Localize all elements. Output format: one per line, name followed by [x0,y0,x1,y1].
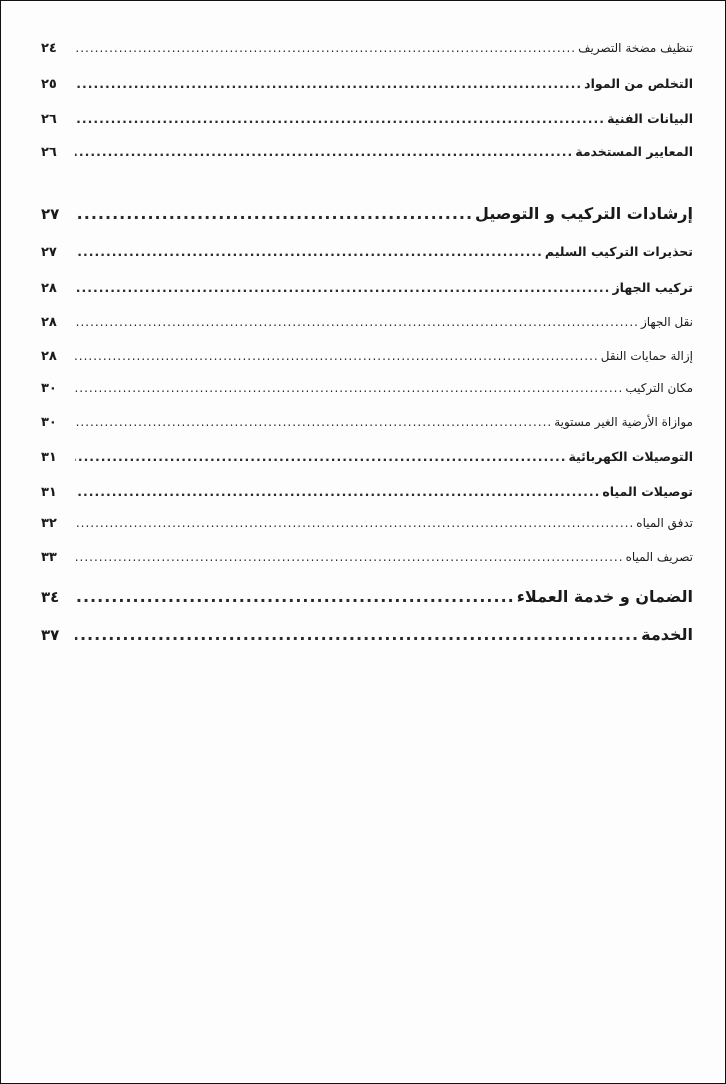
dot-leader [75,381,623,395]
toc-entry [41,76,693,92]
toc-page-number: ٢٨ [41,281,57,296]
dot-leader [75,587,515,606]
toc-page-number: ٢٨ [41,315,57,330]
toc-entry [41,280,693,296]
toc-entry [41,587,693,606]
toc-entry [41,204,693,223]
dot-leader [75,111,605,126]
toc-page-number: ٣١ [41,450,57,465]
toc-page-number: ٢٤ [41,41,57,56]
toc-entry [41,550,693,565]
toc-entry [41,315,693,330]
toc-entry [41,244,693,260]
toc-entry [41,516,693,531]
toc-entry [41,415,693,430]
toc-entry-title: إرشادات التركيب و التوصيل [475,204,693,223]
dot-leader [75,244,543,259]
toc-entry-title: البيانات الفنية [607,111,693,126]
toc-entry-title: المعايير المستخدمة [575,144,693,159]
toc-page-number: ٣٠ [41,415,57,430]
toc-entry-title: تنظيف مضخة التصريف [578,41,693,55]
toc-entry [41,41,693,56]
toc-entry-title: تحذيرات التركيب السليم [544,244,693,259]
dot-leader [75,204,473,223]
toc-entry [41,449,693,465]
toc-page-number: ٣٣ [41,550,57,565]
dot-leader [75,449,566,464]
toc-entry-title: التوصيلات الكهربائية [568,449,693,464]
toc-page-number: ٢٧ [41,245,57,260]
toc-page-number: ٢٧ [41,205,60,223]
dot-leader [75,516,634,530]
toc-entry-title: تركيب الجهاز [612,280,693,295]
dot-leader [75,349,599,363]
toc-entry-title: نقل الجهاز [640,315,693,329]
toc-entry-title: تصريف المياه [625,550,693,564]
toc-page-number: ٢٥ [41,77,57,92]
dot-leader [75,625,639,644]
toc-page-number: ٣٢ [41,516,57,531]
toc-entry [41,625,693,644]
toc-entry-title: توصيلات المياه [602,484,693,499]
toc-page-number: ٣٤ [41,588,60,606]
dot-leader [75,76,582,91]
toc-entry-title: إزالة حمايات النقل [600,349,693,363]
toc-entry [41,484,693,500]
dot-leader [75,315,639,329]
dot-leader [75,41,576,55]
toc-page-number: ٣١ [41,485,57,500]
dot-leader [75,484,600,499]
toc-entry [41,111,693,127]
toc-page-number: ٣٠ [41,381,57,396]
toc-page-number: ٢٦ [41,112,57,127]
toc-entry-title: موازاة الأرضية الغير مستوية [554,415,693,429]
toc-entry-title: الضمان و خدمة العملاء [516,587,693,606]
toc-page-number: ٣٧ [41,626,60,644]
dot-leader [75,144,573,159]
toc-entry [41,349,693,364]
toc-entry-title: التخلص من المواد [584,76,693,91]
dot-leader [75,415,552,429]
toc-entry-title: مكان التركيب [625,381,693,395]
toc-page-number: ٢٨ [41,349,57,364]
dot-leader [75,550,624,564]
toc-page-number: ٢٦ [41,145,57,160]
toc-entry [41,381,693,396]
toc-entry-title: الخدمة [641,625,693,644]
toc-entry-title: تدفق المياه [636,516,693,530]
dot-leader [75,280,610,295]
toc-entry [41,144,693,160]
